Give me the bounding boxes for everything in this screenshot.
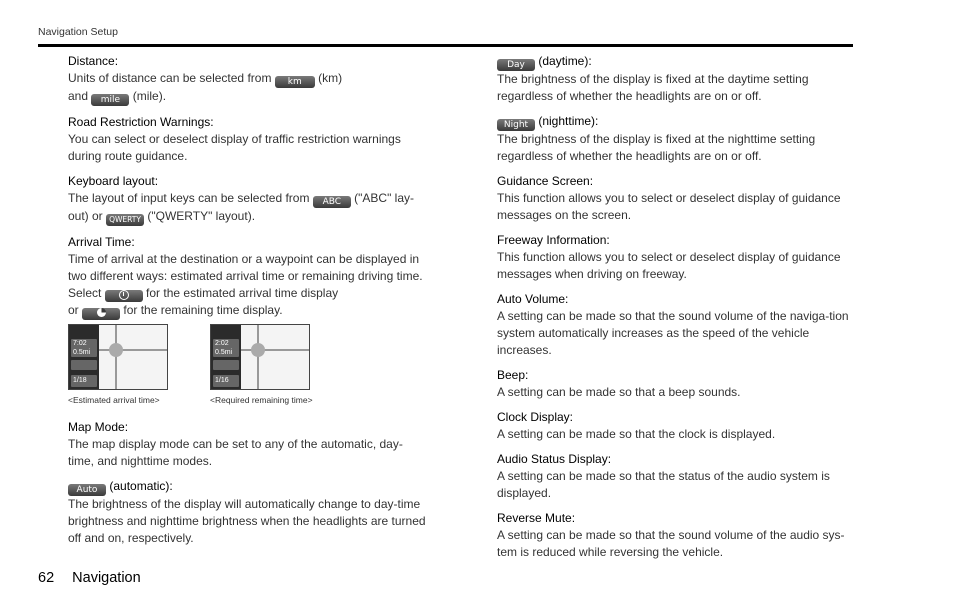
info-panel bbox=[211, 325, 241, 389]
arrival-time-button bbox=[105, 290, 143, 302]
freeway-info-section bbox=[497, 232, 857, 283]
qwerty-suffix: ("QWERTY" layout). bbox=[147, 209, 256, 223]
clock-icon bbox=[119, 290, 129, 300]
night-label: (nighttime): bbox=[538, 114, 599, 128]
screen-distance: 0.5mi bbox=[73, 349, 91, 356]
distance-body bbox=[68, 70, 428, 106]
night-mode-title bbox=[497, 113, 857, 131]
reverse-mute-body: A setting can be made so that the sound volume of the audio sys-tem is reduced while reversing the vehicle. bbox=[497, 528, 845, 559]
auto-volume-title: Auto Volume: bbox=[497, 292, 569, 306]
map-mode-body: The map display mode can be set to any of the automatic, day-time, and nighttime modes. bbox=[68, 437, 403, 468]
info-panel bbox=[69, 325, 99, 389]
road-restriction-section bbox=[68, 114, 428, 165]
auto-label: (automatic): bbox=[109, 479, 173, 493]
vehicle-marker bbox=[251, 343, 265, 357]
header-rule bbox=[38, 44, 853, 47]
audio-status-title: Audio Status Display: bbox=[497, 452, 612, 466]
auto-mode-section bbox=[68, 478, 428, 547]
freeway-info-body: This function allows you to select or deselect display of guidance messages when driving on freeway. bbox=[497, 250, 841, 281]
arrival-text-4: for the remaining time display. bbox=[123, 303, 283, 317]
arrival-text-2: for the estimated arrival time display bbox=[146, 286, 339, 300]
freeway-info-title: Freeway Information: bbox=[497, 233, 610, 247]
day-label: (daytime): bbox=[538, 54, 592, 68]
screen-time: 7:02 bbox=[73, 340, 87, 347]
remaining-time-button bbox=[82, 308, 120, 320]
estimated-arrival-caption: <Estimated arrival time> bbox=[68, 395, 160, 405]
distance-section bbox=[68, 53, 428, 106]
and-text: and bbox=[68, 89, 89, 103]
guidance-screen-title: Guidance Screen: bbox=[497, 174, 594, 188]
abc-suffix: ("ABC" lay- bbox=[354, 191, 415, 205]
guidance-screen-body: This function allows you to select or deselect display of guidance messages on the screen. bbox=[497, 191, 841, 222]
vehicle-marker bbox=[109, 343, 123, 357]
audio-status-section bbox=[497, 451, 857, 502]
road-restriction-title: Road Restriction Warnings: bbox=[68, 115, 214, 129]
km-suffix: (km) bbox=[318, 71, 343, 85]
mile-suffix: (mile). bbox=[132, 89, 167, 103]
auto-volume-section bbox=[497, 291, 857, 359]
clock-display-section bbox=[497, 409, 857, 443]
arrival-time-section bbox=[68, 234, 428, 409]
arrival-text-3: or bbox=[68, 303, 79, 317]
auto-mode-title bbox=[68, 478, 428, 496]
night-button: Night bbox=[497, 119, 535, 131]
footer-section: Navigation bbox=[72, 570, 141, 586]
map-mode-section bbox=[68, 419, 428, 470]
night-mode-body: The brightness of the display is fixed at the nighttime setting regardless of whether the headlights are on or off. bbox=[497, 132, 816, 163]
day-mode-section bbox=[497, 53, 857, 105]
keyboard-section bbox=[68, 173, 428, 226]
auto-volume-body: A setting can be made so that the sound volume of the naviga-tion system automatically increases as the speed of the vehicle increases. bbox=[497, 309, 849, 357]
estimated-arrival-screen bbox=[68, 324, 168, 390]
map-mode-title: Map Mode: bbox=[68, 420, 129, 434]
road-restriction-body: You can select or deselect display of traffic restriction warnings during route guidance. bbox=[68, 132, 401, 163]
clock-display-title: Clock Display: bbox=[497, 410, 574, 424]
audio-status-body: A setting can be made so that the status of the audio system is displayed. bbox=[497, 469, 830, 500]
arrival-time-body bbox=[68, 251, 428, 320]
timer-icon bbox=[97, 308, 106, 317]
clock-display-body: A setting can be made so that the clock is displayed. bbox=[497, 427, 776, 441]
remaining-time-screen bbox=[210, 324, 310, 390]
beep-section bbox=[497, 367, 857, 401]
arrival-time-title: Arrival Time: bbox=[68, 235, 135, 249]
running-header: Navigation Setup bbox=[38, 26, 118, 38]
reverse-mute-section bbox=[497, 510, 857, 561]
example-screens bbox=[68, 324, 428, 409]
right-column bbox=[497, 53, 857, 569]
qwerty-button: QWERTY bbox=[106, 214, 144, 226]
keyboard-text: The layout of input keys can be selected from bbox=[68, 191, 310, 205]
keyboard-body bbox=[68, 190, 428, 226]
keyboard-title: Keyboard layout: bbox=[68, 174, 159, 188]
distance-text: Units of distance can be selected from bbox=[68, 71, 272, 85]
abc-button: ABC bbox=[313, 196, 351, 208]
day-mode-title bbox=[497, 53, 857, 71]
screen-date: 1/18 bbox=[71, 375, 97, 387]
page-footer bbox=[38, 570, 141, 586]
guidance-screen-section bbox=[497, 173, 857, 224]
beep-body: A setting can be made so that a beep sounds. bbox=[497, 385, 741, 399]
beep-title: Beep: bbox=[497, 368, 529, 382]
screen-date: 1/16 bbox=[213, 375, 239, 387]
auto-button: Auto bbox=[68, 484, 106, 496]
keyboard-text-2: out) or bbox=[68, 209, 103, 223]
screen-distance: 0.5mi bbox=[215, 349, 233, 356]
reverse-mute-title: Reverse Mute: bbox=[497, 511, 576, 525]
auto-mode-body: The brightness of the display will automatically change to day-time brightness and nighttime brightness when the headlights are turned off and on, respectively. bbox=[68, 497, 426, 545]
arrival-text-1: Time of arrival at the destination or a waypoint can be displayed in two different ways: estimated arrival time or remaining driving time. Select bbox=[68, 252, 423, 300]
mile-button: mile bbox=[91, 94, 129, 106]
day-button: Day bbox=[497, 59, 535, 71]
screen-time: 2:02 bbox=[215, 340, 229, 347]
night-mode-section bbox=[497, 113, 857, 165]
page-number: 62 bbox=[38, 570, 55, 586]
day-mode-body: The brightness of the display is fixed at the daytime setting regardless of whether the headlights are on or off. bbox=[497, 72, 809, 103]
distance-title: Distance: bbox=[68, 54, 119, 68]
left-column bbox=[68, 53, 428, 555]
remaining-time-caption: <Required remaining time> bbox=[210, 395, 313, 405]
km-button: km bbox=[275, 76, 315, 88]
